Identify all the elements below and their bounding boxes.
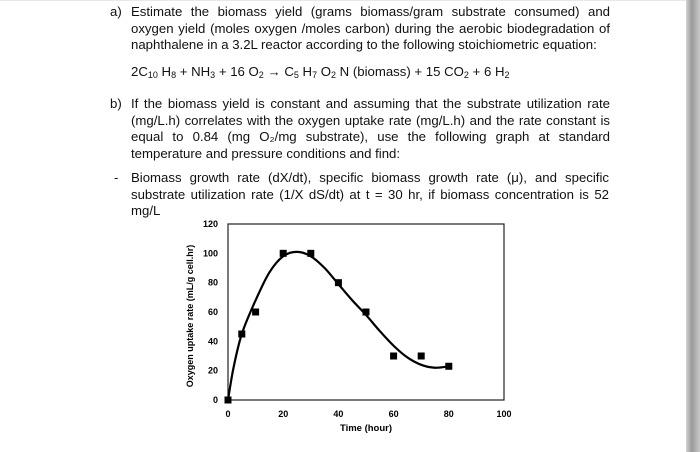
x-axis-label: Time (hour) (339, 423, 393, 434)
y-tick-label: 100 (202, 248, 218, 259)
question-b-label: b) (110, 96, 122, 111)
x-tick-labels (225, 409, 511, 419)
question-a-text: Estimate the biomass yield (grams biomass/gram substrate consumed) and oxygen yield (moles oxygen /moles carbon) during the aerobic biodegradation of naphthalene in a 3.2L reactor according to the following stoichiometric equation: (131, 4, 610, 53)
data-point (363, 309, 370, 316)
y-tick-labels (203, 219, 218, 405)
x-tick-label: 0 (225, 409, 231, 419)
data-point (280, 250, 287, 257)
x-tick-label: 20 (278, 409, 289, 419)
x-tick-label: 80 (443, 409, 454, 419)
y-tick-label: 60 (207, 307, 218, 317)
data-point (307, 250, 314, 257)
y-tick-label: 120 (202, 219, 218, 229)
y-tick-label: 0 (212, 395, 218, 405)
y-tick-label: 20 (207, 365, 218, 376)
question-a-label: a) (110, 4, 122, 19)
stoichiometric-equation: $2C_{10}$ $H_8 + NH_3 + 16$ $O_2 \to C_5$ $H_7$ $O_2$ N (biomass) + 15 $CO_2 + 6$ $H_2$ (131, 64, 510, 80)
y-tick-label: 80 (207, 277, 218, 288)
x-tick-label: 60 (388, 409, 399, 419)
bullet-marker: - (114, 170, 119, 185)
question-b-text: If the biomass yield is constant and assuming that the substrate utilization rate (mg/L.h) correlates with the oxygen uptake rate (mg/L.h) and the rate constant is equal to 0.84 (mg O₂/mg substrate), use the following graph at standard temperature and pressure conditions and find: (131, 96, 610, 161)
data-points (225, 250, 453, 404)
x-tick-label: 100 (496, 409, 512, 419)
data-point (252, 309, 259, 316)
y-tick-label: 40 (207, 336, 218, 347)
x-tick-label: 40 (333, 409, 344, 419)
y-axis-label: Oxygen uptake rate (mL/g cell.hr) (185, 244, 195, 388)
data-point (225, 397, 232, 404)
data-point (445, 363, 452, 370)
data-point (335, 279, 342, 286)
data-point (418, 353, 425, 360)
data-point (238, 331, 245, 338)
bullet-text: Biomass growth rate (dX/dt), specific biomass growth rate (μ), and specific substrate utilization rate (1/X dS/dt) at t = 30 hr, if biomass concentration is 52 mg/L (131, 170, 609, 219)
data-point (390, 353, 397, 360)
trend-curve (228, 252, 449, 400)
